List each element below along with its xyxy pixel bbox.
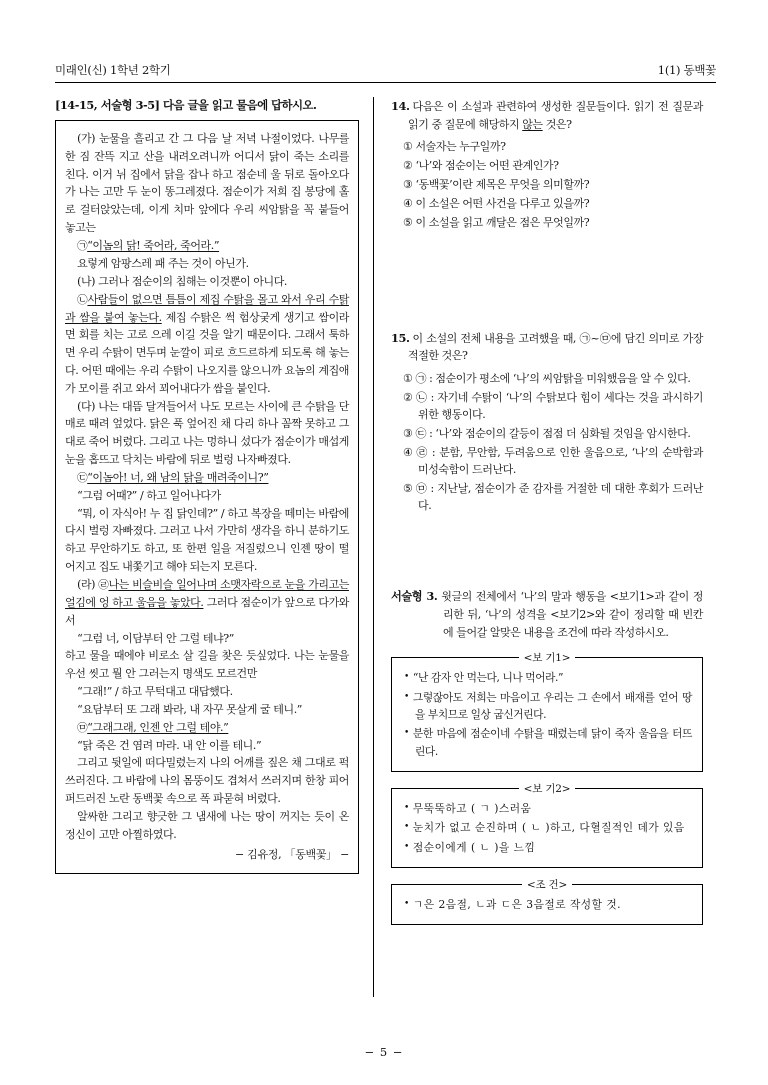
choice-number: ③	[403, 177, 413, 191]
passage-paragraph-na	[65, 291, 349, 398]
essay-question-3-label: 서술형 3.	[391, 589, 438, 604]
choice-item[interactable]	[391, 389, 703, 424]
marker-3-text: “이놈아! 너, 왜 남의 닭을 매려죽이니?”	[87, 470, 269, 484]
choice-number: ⑤	[403, 482, 413, 495]
choice-number: ①	[403, 371, 413, 385]
passage-dialogue-2: “그럼 너, 이담부터 안 그럴 테냐?”	[77, 631, 234, 645]
choice-item[interactable]	[391, 176, 703, 193]
bullet-icon: •	[404, 822, 409, 833]
list-item	[402, 689, 692, 724]
choice-number: ②	[403, 159, 413, 173]
bogi2-list	[402, 800, 692, 856]
question-14	[391, 97, 703, 231]
bogi1-box	[391, 652, 703, 772]
choice-item[interactable]	[391, 370, 703, 387]
bogi1-title-wrap	[392, 650, 702, 667]
question-14-stem-part2: 것은?	[542, 117, 572, 131]
list-item-text: ㄱ은 2음절, ㄴ과 ㄷ은 3음절로 작성할 것.	[412, 897, 622, 911]
choice-number: ④	[403, 196, 413, 210]
condition-title-wrap	[392, 877, 702, 894]
bogi2-title: <보 기2>	[519, 783, 576, 795]
choice-number: ①	[403, 140, 413, 154]
bogi1-list	[402, 669, 692, 760]
condition-list	[402, 896, 692, 913]
choice-text: 서술자는 누구일까?	[415, 140, 506, 154]
passage-na-rest: 제집 수탉은 썩 험상궂게 생기고 쌈이라면 회를 치는 고로 으레 이길 것을 알기 때문이다. 그래서 툭하면 우리 수탉이 면두며 눈깔이 피로 흐드르하게 되도록 해 놓는다. 어떤 때에는 우리 수탉이 나오지를 않으니까 요놈의 계집애가 모이를 쥐고 와서 꾀어내다가 쌈을 붙인다.	[65, 310, 349, 395]
essay-question-3-stem	[391, 588, 703, 641]
choice-item[interactable]	[391, 214, 703, 231]
passage-ra-rest: 그러다 점순이가 앞으로 다가와서	[65, 595, 349, 627]
passage-line-after-marker-1: 요렇게 암팡스레 패 주는 것이 아닌가.	[77, 256, 249, 270]
choice-item[interactable]	[391, 195, 703, 212]
spacer-after-question-14	[391, 233, 703, 329]
list-item	[402, 725, 692, 760]
list-item	[402, 896, 692, 913]
choice-number: ②	[403, 390, 413, 404]
marker-4-text: 나는 비슬비슬 일어나며 소맷자락으로 눈을 가리고는 얼김에 엉 하고 울음을 놓았다.	[65, 577, 349, 609]
passage-paragraph-ra	[65, 576, 349, 630]
question-14-negation: 않는	[522, 117, 543, 131]
list-item	[402, 819, 692, 836]
choice-text: ‘나’와 점순이는 어떤 관계인가?	[415, 159, 559, 173]
choice-item[interactable]	[391, 480, 703, 515]
essay-question-3-stem-text: 윗글의 전체에서 ‘나’의 말과 행동을 <보기1>과 같이 정리한 뒤, ‘나’의 성격을 <보기2>와 같이 정리할 때 빈칸에 들어갈 알맞은 내용을 조건에 따라 작성하시오.	[441, 590, 703, 639]
marker-2-text: 사람들이 없으면 틈틈이 제집 수탉을 몰고 와서 우리 수탉과 쌈을 붙여 놓는다.	[65, 292, 349, 324]
list-item-text: 그렇잖아도 저희는 마음이고 우리는 그 손에서 배재를 얻어 땅을 부치므로 일상 굽신거린다.	[412, 690, 692, 722]
choice-text: ㉤ : 지난날, 점순이가 준 감자를 거절한 데 대한 후회가 드러난다.	[415, 482, 703, 513]
question-15-choices	[391, 370, 703, 515]
page-header	[55, 62, 716, 83]
list-item-text: “난 감자 안 먹는다, 니나 먹어라.”	[412, 671, 564, 685]
passage-attribution: − 김유정, 「동백꽃」 −	[235, 848, 349, 862]
passage-paragraph-end-1: 그리고 뒷일에 떠다밀렸는지 나의 어깨를 짚은 채 그대로 퍽 쓰러진다. 그 바람에 나의 몸뚱이도 겹쳐서 쓰러지며 한창 피어 퍼드러진 노란 동백꽃 속으로 폭 파묻혀 버렸다.	[65, 756, 349, 805]
question-15-stem-text: 이 소설의 전체 내용을 고려했을 때, ㉠~㉤에 담긴 의미로 가장 적절한 것은?	[408, 331, 703, 363]
list-item-text: 점순이에게 ( ㄴ )을 느낌	[412, 840, 536, 854]
choice-text: ㉣ : 분함, 무안함, 두려움으로 인한 울음으로, ‘나’의 순박함과 미성숙함이 드러난다.	[416, 445, 703, 477]
choice-text: 이 소설은 어떤 사건을 다루고 있을까?	[415, 196, 590, 210]
question-15	[391, 329, 703, 515]
question-14-number: 14.	[391, 99, 410, 113]
list-item-text: 분한 마음에 점순이네 수탉을 때렸는데 닭이 죽자 울음을 터뜨린다.	[412, 727, 692, 758]
bogi2-box	[391, 783, 703, 868]
passage-paragraph-da-rest: “뭐, 이 자식아! 누 집 닭인데?” / 하고 복장을 떼미는 바람에 다시 벌렁 자빠졌다. 그러고 나서 가만히 생각을 하니 분하기도 하고 무안하기도 하고, 또 한편 일을 저질렀으니 인젠 땅이 떨어지고 집도 내쫓기고 해야 되는지 모른다.	[65, 506, 349, 574]
choice-text: 이 소설을 읽고 깨달은 점은 무엇일까?	[415, 215, 590, 229]
passage-paragraph-end-2: 알싸한 그리고 향긋한 그 냄새에 나는 땅이 꺼지는 듯이 온 정신이 고만 아찔하였다.	[65, 809, 349, 841]
choice-number: ④	[403, 445, 414, 459]
list-item	[402, 669, 692, 686]
marker-5-symbol: ㉤	[77, 721, 88, 734]
passage-ra-prefix: (라)	[77, 577, 99, 591]
marker-4-symbol: ㉣	[98, 578, 109, 591]
bullet-icon: •	[404, 691, 409, 702]
marker-1-symbol: ㉠	[77, 239, 88, 252]
passage-paragraph-ga: (가) 눈물을 흘리고 간 그 다음 날 저녁 나절이었다. 나무를 한 짐 잔뜩 지고 산을 내려오려니까 어디서 닭이 죽는 소리를 친다. 이거 뉘 집에서 닭을 잡나 하고 점순네 울 뒤로 돌아오다가 나는 고만 두 눈이 똥그레졌다. 점순이가 저희 집 봉당에 홀로 걸터앉았는데, 이게 치마 앞에다 우리 씨암탉을 꼭 붙들어 놓고는	[65, 132, 349, 235]
passage-dialogue-4: “요담부터 또 그래 봐라, 내 자꾸 못살게 굴 테니.”	[77, 702, 302, 716]
passage-dialogue-1: “그럼 어때?” / 하고 일어나다가	[77, 488, 221, 502]
question-15-stem	[391, 329, 703, 365]
marker-2-symbol: ㉡	[77, 293, 88, 306]
choice-item[interactable]	[391, 425, 703, 442]
passage-line-marker-3	[65, 469, 349, 487]
passage-paragraph-na-intro: (나) 그러나 점순이의 침해는 이것뿐이 아니다.	[77, 274, 288, 288]
bullet-icon: •	[404, 803, 409, 813]
right-column	[385, 97, 703, 1002]
choice-text: ㉢ : ‘나’와 점순이의 갈등이 점점 더 심화될 것임을 암시한다.	[415, 426, 691, 440]
condition-title: <조 건>	[522, 879, 572, 891]
essay-question-3	[391, 588, 703, 925]
choice-text: ‘동백꽃’이란 제목은 무엇을 의미할까?	[415, 177, 590, 191]
passage-instruction: [14-15, 서술형 3-5] 다음 글을 읽고 물음에 답하시오.	[55, 98, 317, 112]
choice-item[interactable]	[391, 138, 703, 155]
bullet-icon: •	[404, 672, 409, 683]
choice-text: ㉠ : 점순이가 평소에 ‘나’의 씨암탉을 미워했음을 알 수 있다.	[415, 371, 691, 385]
question-14-choices	[391, 138, 703, 231]
bogi2-title-wrap	[392, 781, 702, 798]
column-divider	[373, 97, 374, 997]
list-item	[402, 800, 692, 817]
list-item-text: 눈치가 없고 순진하며 ( ㄴ )하고, 다혈질적인 데가 있음	[412, 821, 685, 835]
list-item-text: 무뚝뚝하고 ( ㄱ )스러움	[412, 802, 532, 815]
passage-paragraph-ra-cont: 하고 물을 때에야 비로소 살 길을 찾은 듯싶었다. 나는 눈물을 우선 씻고 뭘 안 그러는지 명색도 모르건만	[65, 649, 349, 681]
marker-3-symbol: ㉢	[77, 471, 88, 484]
marker-5-text: “그래그래, 인젠 안 그럴 테야.”	[87, 720, 229, 734]
list-item	[402, 839, 692, 856]
page-footer: − 5 −	[364, 1045, 404, 1059]
choice-item[interactable]	[391, 157, 703, 174]
two-column-body	[55, 97, 716, 1002]
passage-line-marker-5	[65, 719, 349, 737]
question-14-stem-part1: 다음은 이 소설과 관련하여 생성한 질문들이다. 읽기 전 질문과 읽기 중 질문에 해당하지	[408, 100, 703, 131]
choice-number: ③	[403, 426, 413, 440]
question-14-stem	[391, 97, 703, 133]
choice-text: ㉡ : 자기네 수탉이 ‘나’의 수탉보다 힘이 세다는 것을 과시하기 위한 행동이다.	[415, 390, 703, 421]
passage-dialogue-3: “그래!” / 하고 무턱대고 대답했다.	[77, 684, 233, 698]
spacer-after-question-15	[391, 516, 703, 588]
choice-number: ⑤	[403, 215, 413, 229]
marker-1-text: “이놈의 닭! 죽어라, 죽어라.”	[87, 238, 220, 252]
bogi1-title: <보 기1>	[519, 652, 576, 664]
passage-paragraph-da: (다) 나는 대뜸 달겨들어서 나도 모르는 사이에 큰 수탉을 단매로 때려 엎었다. 닭은 푹 엎어진 채 다리 하나 꼼짝 못하고 그대로 죽어 버렸다. 그리고 나는 멍하니 섰다가 점순이가 매섭게 눈을 홉뜨고 닥치는 바람에 뒤로 벌렁 나자빠졌다.	[65, 399, 349, 466]
bullet-icon: •	[404, 728, 409, 739]
question-15-number: 15.	[391, 330, 410, 345]
passage-box	[55, 120, 359, 874]
bullet-icon: •	[404, 898, 409, 909]
choice-item[interactable]	[391, 444, 703, 479]
left-column	[55, 97, 373, 1002]
condition-box	[391, 878, 703, 925]
passage-dialogue-5: “닭 죽은 건 염려 마라. 내 안 이를 테니.”	[77, 738, 262, 752]
header-unit-label: 1(1) 동백꽃	[657, 63, 716, 77]
passage-line-marker-1	[65, 237, 349, 255]
header-textbook-label: 미래인(신) 1학년 2학기	[55, 63, 171, 77]
bullet-icon: •	[404, 841, 409, 852]
